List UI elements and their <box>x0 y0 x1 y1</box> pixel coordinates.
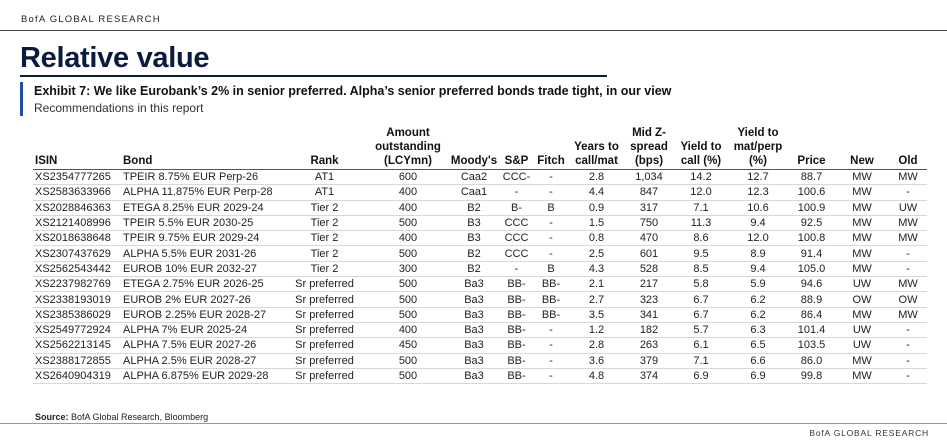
cell-years: 2.8 <box>588 171 605 184</box>
cell-price: 88.7 <box>800 171 823 184</box>
cell-ytc: 6.7 <box>693 293 709 306</box>
col-header-midz <box>624 126 674 170</box>
cell-amount: 400 <box>398 201 418 214</box>
cell-bond: ALPHA 2.5% EUR 2028-27 <box>123 354 257 367</box>
cell-sp: - <box>514 262 519 275</box>
cell-new: MW <box>852 354 872 367</box>
col-header-years-line2: call/mat <box>575 155 618 167</box>
cell-sp: BB- <box>507 278 526 291</box>
table-row <box>33 368 927 383</box>
cell-isin: XS2562213145 <box>35 339 111 352</box>
cell-fitch: - <box>549 370 553 382</box>
cell-years: 0.9 <box>588 201 605 214</box>
col-header-new: New <box>850 155 874 167</box>
cell-moodys: B3 <box>467 232 481 245</box>
cell-amount: 400 <box>398 186 418 199</box>
cell-moodys: B2 <box>467 262 481 275</box>
cell-ytm: 6.2 <box>750 293 766 306</box>
cell-ytc: 8.6 <box>693 232 709 245</box>
table-row <box>33 353 927 368</box>
cell-bond: TPEIR 8.75% EUR Perp-26 <box>123 171 259 184</box>
exhibit-accent-bar <box>20 82 23 116</box>
cell-old: UW <box>898 201 918 214</box>
cell-price: 100.6 <box>797 186 826 199</box>
top-divider <box>0 30 947 31</box>
exhibit-subtitle: Recommendations in this report <box>34 101 204 115</box>
cell-isin: XS2388172855 <box>35 354 111 367</box>
cell-moodys: Ba3 <box>464 339 484 352</box>
cell-ytc: 6.7 <box>693 308 709 321</box>
cell-fitch: BB- <box>541 308 561 321</box>
cell-ytm: 6.2 <box>750 308 766 321</box>
table-row <box>33 261 927 276</box>
cell-old: - <box>906 370 910 382</box>
cell-ytc: 6.9 <box>693 370 709 382</box>
cell-rank: Tier 2 <box>310 217 339 230</box>
col-header-moodys: Moody's <box>450 155 498 167</box>
cell-old: - <box>906 186 910 199</box>
cell-bond: ALPHA 7.5% EUR 2027-26 <box>123 339 257 352</box>
cell-amount: 500 <box>398 354 418 367</box>
table-row <box>33 322 927 337</box>
cell-years: 0.8 <box>588 232 605 245</box>
cell-price: 101.4 <box>797 324 826 337</box>
cell-midz: 379 <box>639 354 659 367</box>
cell-moodys: Ba3 <box>464 324 484 337</box>
cell-new: MW <box>852 217 872 230</box>
cell-ytm: 8.9 <box>750 247 766 260</box>
cell-rank: Tier 2 <box>310 247 339 260</box>
cell-ytm: 9.4 <box>750 262 766 275</box>
cell-isin: XS2583633966 <box>35 186 111 199</box>
cell-rank: Sr preferred <box>295 324 354 337</box>
cell-moodys: Ba3 <box>464 354 484 367</box>
cell-fitch: - <box>549 186 553 199</box>
cell-old: - <box>906 324 910 337</box>
cell-years: 4.3 <box>588 262 605 275</box>
cell-years: 2.7 <box>588 293 605 306</box>
cell-rank: Tier 2 <box>310 232 339 245</box>
cell-years: 4.8 <box>588 370 605 382</box>
col-header-midz-line1: Mid Z- <box>632 127 666 139</box>
col-header-ytc <box>674 126 728 170</box>
cell-rank: Sr preferred <box>295 339 354 352</box>
cell-amount: 450 <box>398 339 418 352</box>
col-header-isin: ISIN <box>35 155 58 167</box>
cell-midz: 182 <box>639 324 659 337</box>
cell-moodys: Ba3 <box>464 293 484 306</box>
cell-ytm: 5.9 <box>750 278 766 291</box>
cell-midz: 528 <box>639 262 659 275</box>
cell-isin: XS2237982769 <box>35 278 111 291</box>
col-header-amount-line2: outstanding <box>375 141 441 153</box>
col-header-amount-line3: (LCYmn) <box>384 155 432 167</box>
cell-new: OW <box>852 293 872 306</box>
cell-moodys: Ba3 <box>464 308 484 321</box>
title-underline <box>20 75 607 77</box>
cell-price: 100.9 <box>797 201 826 214</box>
cell-moodys: Ba3 <box>464 370 484 382</box>
table-row <box>33 338 927 353</box>
cell-amount: 500 <box>398 293 418 306</box>
cell-old: MW <box>898 232 918 245</box>
cell-ytm: 10.6 <box>747 201 769 214</box>
cell-new: MW <box>852 232 872 245</box>
cell-moodys: Ba3 <box>464 278 484 291</box>
cell-years: 2.5 <box>588 247 605 260</box>
col-header-amount-line1: Amount <box>386 127 430 139</box>
cell-bond: ALPHA 5.5% EUR 2031-26 <box>123 247 257 260</box>
cell-sp: CCC <box>504 247 529 260</box>
relative-value-table <box>33 126 927 384</box>
col-header-years <box>569 126 624 170</box>
table-body <box>33 170 927 384</box>
cell-isin: XS2562543442 <box>35 262 111 275</box>
cell-fitch: - <box>549 339 553 352</box>
cell-ytc: 8.5 <box>693 262 709 275</box>
cell-sp: B- <box>511 201 522 214</box>
cell-midz: 750 <box>639 217 659 230</box>
col-header-ytm-line2: mat/perp <box>733 141 783 153</box>
col-header-fitch: Fitch <box>537 155 565 167</box>
cell-sp: BB- <box>507 370 526 382</box>
cell-fitch: BB- <box>541 293 561 306</box>
cell-amount: 600 <box>398 171 418 184</box>
cell-rank: Sr preferred <box>295 278 354 291</box>
cell-midz: 470 <box>639 232 659 245</box>
cell-price: 86.4 <box>800 308 823 321</box>
cell-rank: Tier 2 <box>310 201 339 214</box>
cell-rank: Tier 2 <box>310 262 339 275</box>
cell-bond: TPEIR 5.5% EUR 2030-25 <box>123 217 254 230</box>
cell-sp: BB- <box>507 308 526 321</box>
cell-old: MW <box>898 278 918 291</box>
cell-fitch: BB- <box>541 278 561 291</box>
cell-ytc: 12.0 <box>690 186 712 199</box>
cell-price: 105.0 <box>797 262 826 275</box>
cell-new: MW <box>852 308 872 321</box>
col-header-sp: S&P <box>504 155 529 167</box>
table-row <box>33 200 927 215</box>
cell-sp: BB- <box>507 293 526 306</box>
table-row <box>33 307 927 322</box>
table-row <box>33 292 927 307</box>
cell-price: 100.8 <box>797 232 826 245</box>
cell-moodys: B2 <box>467 247 481 260</box>
cell-ytc: 6.1 <box>693 339 709 352</box>
cell-sp: BB- <box>507 324 526 337</box>
cell-rank: AT1 <box>314 171 335 184</box>
col-header-bond: Bond <box>123 155 153 167</box>
cell-isin: XS2354777265 <box>35 171 111 184</box>
cell-amount: 500 <box>398 247 418 260</box>
col-header-ytm-line1: Yield to <box>737 127 779 139</box>
cell-price: 86.0 <box>800 354 823 367</box>
cell-bond: TPEIR 9.75% EUR 2029-24 <box>123 232 260 245</box>
cell-isin: XS2028846363 <box>35 201 111 214</box>
cell-fitch: - <box>549 171 553 184</box>
cell-bond: ALPHA 6.875% EUR 2029-28 <box>123 370 269 382</box>
cell-ytm: 12.3 <box>747 186 769 199</box>
cell-rank: Sr preferred <box>295 308 354 321</box>
col-header-midz-line3: (bps) <box>634 155 664 167</box>
cell-ytm: 9.4 <box>750 217 766 230</box>
cell-isin: XS2549772924 <box>35 324 111 337</box>
table-row <box>33 170 927 185</box>
cell-ytm: 12.0 <box>747 232 769 245</box>
cell-fitch: - <box>549 247 553 260</box>
cell-rank: AT1 <box>314 186 335 199</box>
cell-years: 1.2 <box>588 324 605 337</box>
top-bar <box>0 0 947 33</box>
cell-old: - <box>906 354 910 367</box>
cell-midz: 341 <box>639 308 659 321</box>
bottom-divider <box>0 423 947 424</box>
cell-years: 1.5 <box>588 217 605 230</box>
source-note <box>35 412 208 422</box>
table-row <box>33 246 927 261</box>
cell-years: 2.8 <box>588 339 605 352</box>
cell-ytm: 6.5 <box>750 339 766 352</box>
source-label: Source: <box>35 412 69 422</box>
col-header-old: Old <box>898 155 918 167</box>
cell-midz: 601 <box>639 247 659 260</box>
cell-ytm: 6.9 <box>750 370 766 382</box>
cell-new: UW <box>852 324 872 337</box>
cell-old: - <box>906 339 910 352</box>
cell-old: - <box>906 247 910 260</box>
cell-new: MW <box>852 201 872 214</box>
cell-fitch: - <box>549 217 553 230</box>
cell-bond: ETEGA 2.75% EUR 2026-25 <box>123 278 264 291</box>
cell-years: 3.6 <box>588 354 605 367</box>
cell-moodys: B2 <box>467 201 481 214</box>
cell-isin: XS2307437629 <box>35 247 111 260</box>
col-header-price: Price <box>797 155 826 167</box>
table-row <box>33 277 927 292</box>
cell-price: 99.8 <box>800 370 823 382</box>
cell-isin: XS2121408996 <box>35 217 111 230</box>
cell-bond: EUROB 2% EUR 2027-26 <box>123 293 251 306</box>
col-header-ytc-line1: Yield to <box>680 141 722 153</box>
cell-price: 91.4 <box>800 247 823 260</box>
cell-ytc: 9.5 <box>693 247 709 260</box>
cell-fitch: B <box>547 262 555 275</box>
cell-ytc: 5.7 <box>693 324 709 337</box>
col-header-ytm-line3: (%) <box>749 155 767 167</box>
cell-amount: 500 <box>398 308 418 321</box>
cell-new: MW <box>852 186 872 199</box>
cell-fitch: - <box>549 354 553 367</box>
cell-years: 3.5 <box>588 308 605 321</box>
cell-price: 88.9 <box>800 293 823 306</box>
cell-ytc: 5.8 <box>693 278 709 291</box>
cell-ytm: 12.7 <box>747 171 769 184</box>
cell-rank: Sr preferred <box>295 293 354 306</box>
cell-years: 2.1 <box>588 278 605 291</box>
cell-bond: ALPHA 7% EUR 2025-24 <box>123 324 248 337</box>
cell-sp: CCC- <box>502 171 531 184</box>
cell-sp: - <box>514 186 519 199</box>
col-header-years-line1: Years to <box>574 141 619 153</box>
cell-new: MW <box>852 370 872 382</box>
cell-bond: ALPHA 11.875% EUR Perp-28 <box>123 186 273 199</box>
cell-bond: EUROB 2.25% EUR 2028-27 <box>123 308 267 321</box>
cell-price: 103.5 <box>797 339 826 352</box>
cell-new: MW <box>852 262 872 275</box>
cell-sp: CCC <box>504 232 529 245</box>
col-header-midz-line2: spread <box>630 141 668 153</box>
cell-midz: 217 <box>639 278 659 291</box>
cell-price: 94.6 <box>800 278 823 291</box>
cell-amount: 400 <box>398 324 418 337</box>
col-header-ytc-line2: call (%) <box>680 155 722 167</box>
cell-moodys: Caa1 <box>460 186 488 199</box>
cell-amount: 500 <box>398 370 418 382</box>
cell-fitch: B <box>547 201 555 214</box>
source-text: BofA Global Research, Bloomberg <box>68 412 209 422</box>
cell-midz: 323 <box>639 293 659 306</box>
exhibit-title: Exhibit 7: We like Eurobank’s 2% in senior preferred. Alpha’s senior preferred bonds trade tight, in our view <box>34 84 672 98</box>
cell-isin: XS2338193019 <box>35 293 111 306</box>
cell-old: MW <box>898 217 918 230</box>
cell-moodys: Caa2 <box>460 171 488 184</box>
cell-isin: XS2385386029 <box>35 308 111 321</box>
cell-years: 4.4 <box>588 186 605 199</box>
cell-ytc: 7.1 <box>693 354 709 367</box>
cell-isin: XS2640904319 <box>35 370 111 382</box>
cell-amount: 500 <box>398 278 418 291</box>
col-header-amount <box>368 126 448 170</box>
cell-fitch: - <box>549 324 553 337</box>
col-header-ytm <box>728 126 788 170</box>
cell-midz: 847 <box>639 186 659 199</box>
cell-sp: BB- <box>507 354 526 367</box>
cell-price: 92.5 <box>800 217 823 230</box>
cell-bond: ETEGA 8.25% EUR 2029-24 <box>123 201 264 214</box>
cell-moodys: B3 <box>467 217 481 230</box>
cell-ytm: 6.6 <box>750 354 766 367</box>
cell-old: MW <box>898 171 918 184</box>
cell-new: MW <box>852 247 872 260</box>
cell-amount: 400 <box>398 232 418 245</box>
table-row <box>33 231 927 246</box>
cell-isin: XS2018638648 <box>35 232 111 245</box>
cell-sp: BB- <box>507 339 526 352</box>
cell-fitch: - <box>549 232 553 245</box>
cell-amount: 300 <box>398 262 418 275</box>
cell-old: - <box>906 262 910 275</box>
cell-bond: EUROB 10% EUR 2032-27 <box>123 262 257 275</box>
cell-rank: Sr preferred <box>295 370 354 382</box>
brand-label: BofA GLOBAL RESEARCH <box>21 14 161 25</box>
cell-midz: 1,034 <box>635 171 663 184</box>
cell-new: MW <box>852 171 872 184</box>
cell-old: OW <box>898 293 918 306</box>
table-row <box>33 215 927 230</box>
cell-sp: CCC <box>504 217 529 230</box>
cell-ytc: 14.2 <box>690 171 712 184</box>
footer-brand-label: BofA GLOBAL RESEARCH <box>809 428 929 438</box>
cell-midz: 374 <box>639 370 659 382</box>
cell-ytm: 6.3 <box>750 324 766 337</box>
cell-old: MW <box>898 308 918 321</box>
page-title: Relative value <box>20 42 210 74</box>
cell-ytc: 11.3 <box>690 217 712 230</box>
cell-amount: 500 <box>398 217 418 230</box>
cell-new: UW <box>852 278 872 291</box>
table-header-row <box>33 126 927 170</box>
cell-midz: 263 <box>639 339 659 352</box>
cell-rank: Sr preferred <box>295 354 354 367</box>
cell-midz: 317 <box>639 201 659 214</box>
table-row <box>33 185 927 200</box>
col-header-rank: Rank <box>310 155 339 167</box>
cell-ytc: 7.1 <box>693 201 709 214</box>
cell-new: UW <box>852 339 872 352</box>
